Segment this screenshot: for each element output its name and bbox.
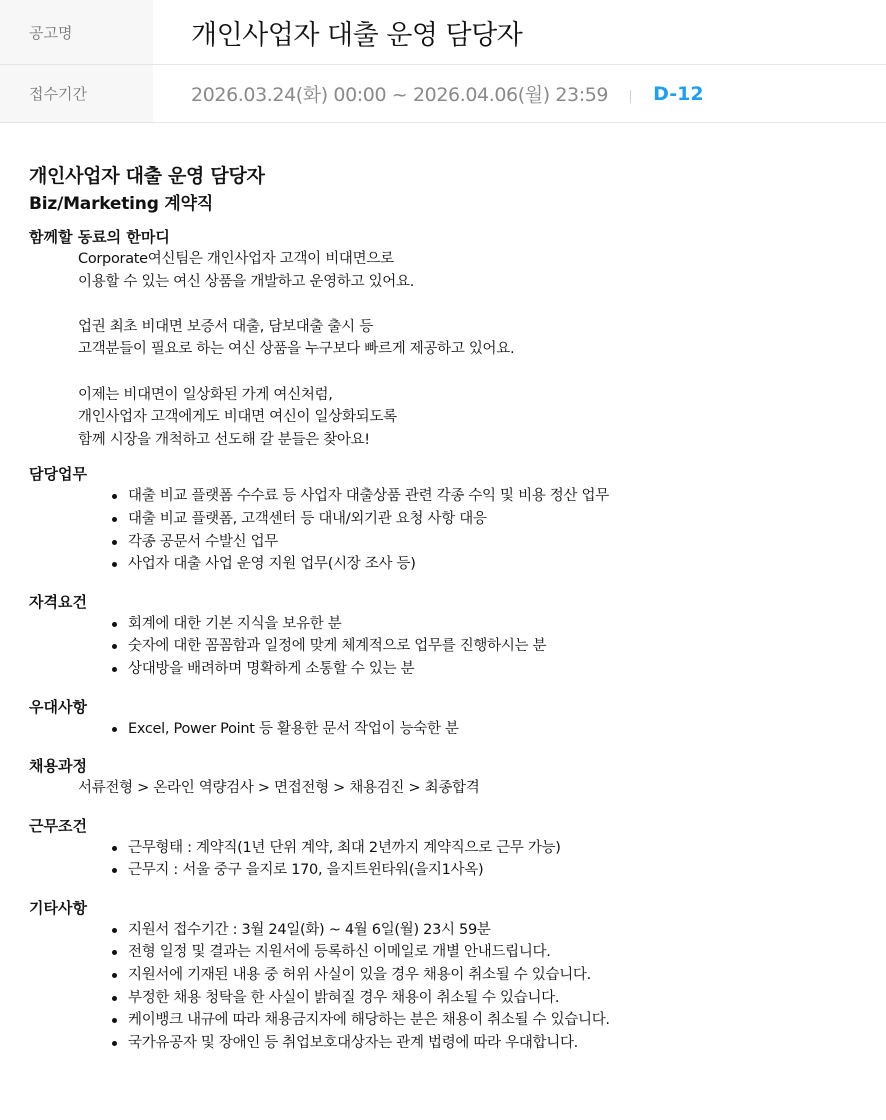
list-item: 케이뱅크 내규에 따라 채용금지자에 해당하는 분은 채용이 취소될 수 있습니다.: [112, 1009, 869, 1032]
description-title: 개인사업자 대출 운영 담당자: [29, 165, 265, 187]
intro-line: 함께 시장을 개척하고 선도해 갈 분들은 찾아요!: [78, 431, 370, 448]
process-heading: 채용과정: [29, 757, 87, 776]
intro-line: 업권 최초 비대면 보증서 대출, 담보대출 출시 등: [78, 318, 373, 335]
divider: [630, 90, 631, 103]
list-item: 지원서 접수기간 : 3월 24일(화) ~ 4월 6일(월) 23시 59분: [112, 919, 869, 942]
duties-section: [29, 463, 869, 575]
list-item: 대출 비교 플랫폼 수수료 등 사업자 대출상품 관련 각종 수익 및 비용 정산 업무: [112, 485, 869, 508]
list-item: 상대방을 배려하며 명확하게 소통할 수 있는 분: [112, 658, 869, 681]
dday-badge: D-12: [653, 82, 704, 105]
list-item: 대출 비교 플랫폼, 고객센터 등 대내/외기관 요청 사항 대응: [112, 508, 869, 531]
requirements-heading: 자격요건: [29, 592, 87, 611]
application-period: 2026.03.24(화) 00:00 ~ 2026.04.06(월) 23:59: [191, 84, 609, 106]
list-item: 전형 일정 및 결과는 지원서에 등록하신 이메일로 개별 안내드립니다.: [112, 941, 869, 964]
job-info-table: [0, 0, 886, 123]
list-item: 국가유공자 및 장애인 등 취업보호대상자는 관계 법령에 따라 우대합니다.: [112, 1032, 869, 1055]
requirements-section: [29, 591, 869, 681]
list-item: 사업자 대출 사업 운영 지원 업무(시장 조사 등): [112, 553, 869, 576]
list-item: 지원서에 기재된 내용 중 허위 사실이 있을 경우 채용이 취소될 수 있습니다.: [112, 964, 869, 987]
list-item: 숫자에 대한 꼼꼼함과 일정에 맞게 체계적으로 업무를 진행하시는 분: [112, 635, 869, 658]
intro-line: 이제는 비대면이 일상화된 가게 여신처럼,: [78, 386, 333, 403]
application-period-row: [0, 65, 886, 123]
preferred-heading: 우대사항: [29, 697, 87, 716]
list-item: Excel, Power Point 등 활용한 문서 작업이 능숙한 분: [112, 718, 869, 741]
process-steps: 서류전형 > 온라인 역량검사 > 면접전형 > 채용검진 > 최종합격: [78, 780, 480, 797]
list-item: 각종 공문서 수발신 업무: [112, 531, 869, 554]
list-item: 근무지 : 서울 중구 을지로 170, 을지트윈타워(을지1사옥): [112, 859, 869, 882]
process-text: [29, 777, 869, 800]
intro-line: 고객분들이 필요로 하는 여신 상품을 누구보다 빠르게 제공하고 있어요.: [78, 341, 515, 358]
list-item: 부정한 채용 청탁을 한 사실이 밝혀질 경우 채용이 취소될 수 있습니다.: [112, 987, 869, 1010]
job-title-row: [0, 0, 886, 65]
etc-list: [29, 919, 869, 1055]
intro-section: [29, 226, 869, 451]
process-section: [29, 755, 869, 800]
application-period-label: 접수기간: [0, 65, 153, 122]
conditions-list: [29, 837, 869, 882]
job-description: [29, 162, 869, 1054]
intro-heading: 함께할 동료의 한마디: [29, 228, 170, 246]
intro-line: Corporate여신팀은 개인사업자 고객이 비대면으로: [78, 251, 394, 267]
duties-list: [29, 485, 869, 575]
etc-section: [29, 897, 869, 1055]
list-item: 회계에 대한 기본 지식을 보유한 분: [112, 613, 869, 636]
etc-heading: 기타사항: [29, 898, 87, 917]
list-item: 근무형태 : 계약직(1년 단위 계약, 최대 2년까지 계약직으로 근무 가능): [112, 837, 869, 860]
conditions-section: [29, 815, 869, 882]
requirements-list: [29, 613, 869, 681]
intro-line: [78, 293, 869, 316]
duties-heading: 담당업무: [29, 465, 87, 484]
intro-line: 이용할 수 있는 여신 상품을 개발하고 운영하고 있어요.: [78, 273, 415, 290]
description-subtitle: Biz/Marketing 계약직: [29, 194, 214, 214]
job-title: 개인사업자 대출 운영 담당자: [191, 19, 523, 51]
job-title-label: 공고명: [0, 0, 153, 64]
conditions-heading: 근무조건: [29, 816, 87, 835]
intro-line: [78, 361, 869, 384]
intro-line: 개인사업자 고객에게도 비대면 여신이 일상화되도록: [78, 409, 397, 426]
intro-text: [29, 248, 869, 451]
preferred-section: [29, 696, 869, 741]
preferred-list: [29, 718, 869, 741]
